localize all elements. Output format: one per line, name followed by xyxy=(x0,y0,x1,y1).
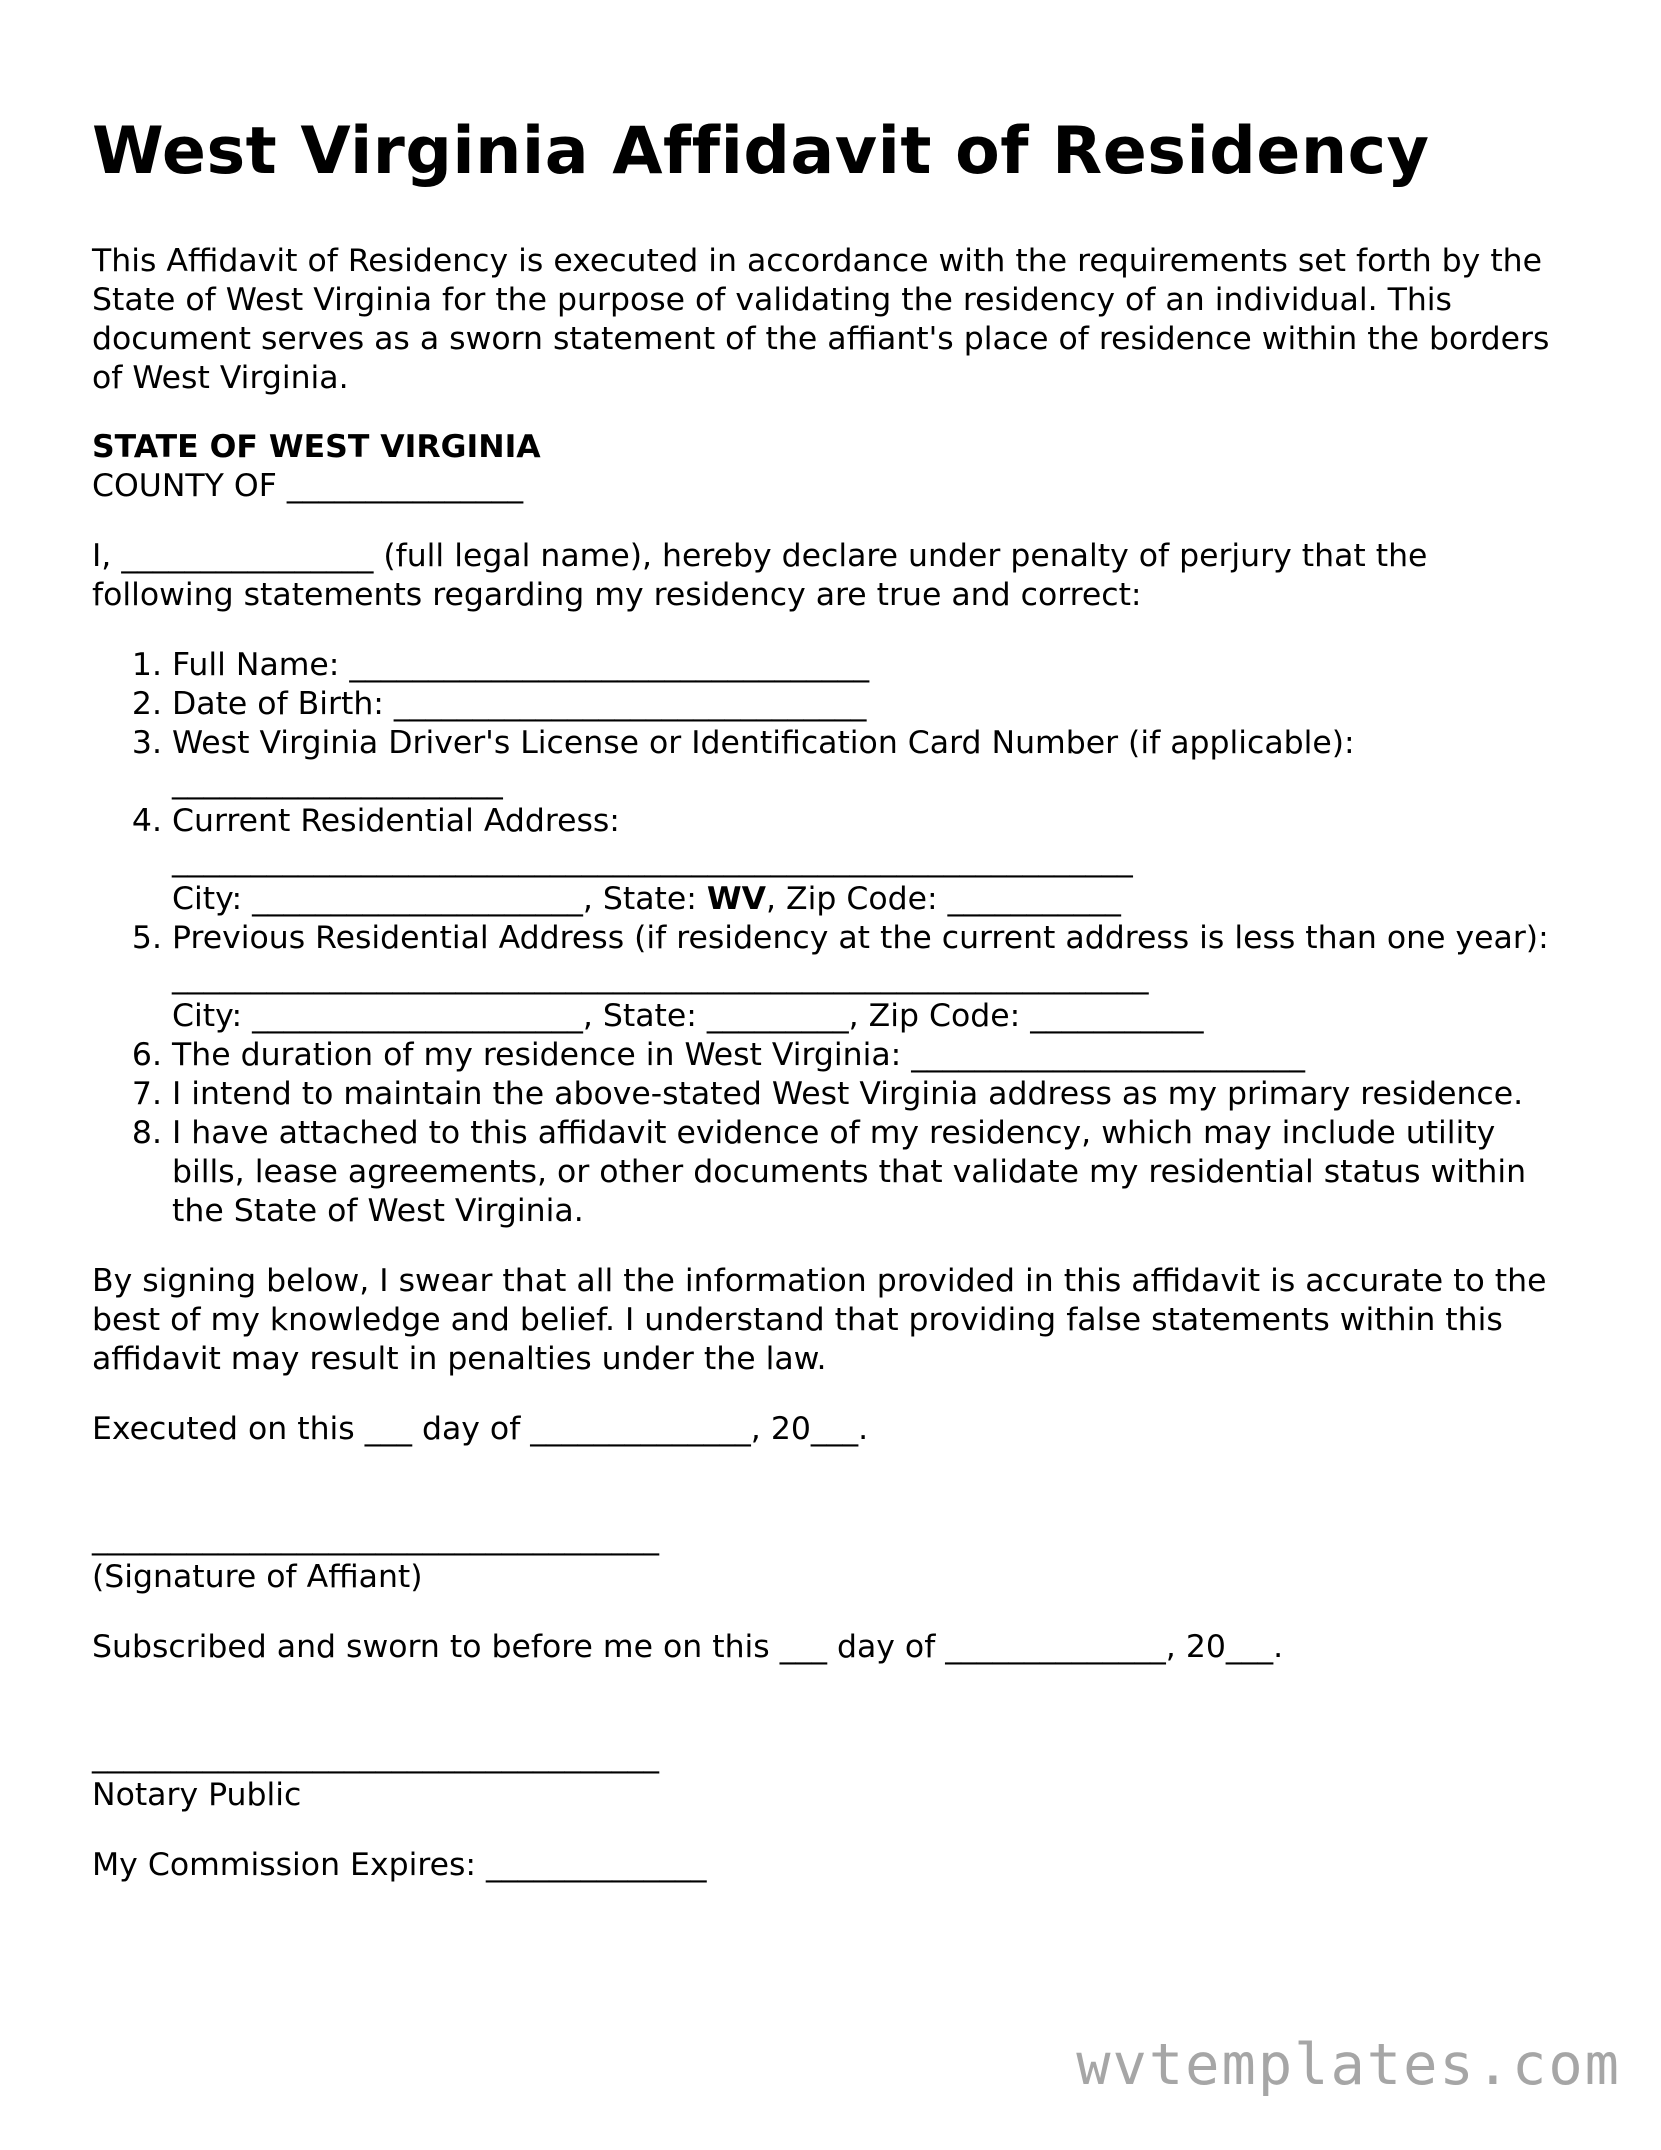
declaration-paragraph: I, ________________ (full legal name), hereby declare under penalty of perjury that the following statements regarding my residency are true and correct: xyxy=(92,538,1428,613)
signature-caption: (Signature of Affiant) xyxy=(92,1559,423,1595)
list-item xyxy=(172,919,1572,1036)
signature-line: ____________________________________ xyxy=(92,1520,659,1556)
current-zip-suffix: , Zip Code: ___________ xyxy=(765,881,1121,917)
state-wv: WV xyxy=(706,881,766,917)
item-full-name: Full Name: _________________________________ xyxy=(172,647,870,683)
current-city-prefix: City: _____________________, State: xyxy=(172,881,707,917)
list-item xyxy=(172,1075,1572,1114)
item-duration: The duration of my residence in West Virginia: _________________________ xyxy=(172,1037,1306,1073)
spacer xyxy=(92,1698,1572,1737)
document-title: West Virginia Affidavit of Residency xyxy=(92,114,1430,189)
spacer xyxy=(92,1480,1572,1519)
list-item xyxy=(172,1036,1572,1075)
list-item xyxy=(172,802,1572,919)
executed-line: Executed on this ___ day of ______________, 20___. xyxy=(92,1411,869,1447)
item-license-number: West Virginia Driver's License or Identification Card Number (if applicable): xyxy=(172,725,1355,761)
notary-signature-line: ____________________________________ xyxy=(92,1738,659,1774)
notary-caption: Notary Public xyxy=(92,1777,302,1813)
item-evidence: I have attached to this affidavit evidence of my residency, which may include utility bills, lease agreements, or other documents that validate my residential status within the State of West Virginia. xyxy=(172,1115,1527,1229)
closing-paragraph: By signing below, I swear that all the information provided in this affidavit is accurate to the best of my knowledge and belief. I understand that providing false statements within this affidavit may result in penalties under the law. xyxy=(92,1263,1547,1377)
affidavit-page xyxy=(92,112,1572,1885)
current-address-blank: _____________________________________________________________ xyxy=(172,842,1133,878)
commission-line: My Commission Expires: ______________ xyxy=(92,1847,707,1883)
list-item xyxy=(172,685,1572,724)
item-date-of-birth: Date of Birth: ______________________________ xyxy=(172,686,867,722)
list-item xyxy=(172,724,1572,802)
statements-list xyxy=(92,646,1572,1231)
list-item xyxy=(172,1114,1572,1231)
item-intent: I intend to maintain the above-stated West Virginia address as my primary residence. xyxy=(172,1076,1524,1112)
watermark: wvtemplates.com xyxy=(1076,2032,1621,2098)
list-item xyxy=(172,646,1572,685)
state-heading: STATE OF WEST VIRGINIA xyxy=(92,429,541,465)
item-previous-address: Previous Residential Address (if residency at the current address is less than one year): ______________________________________________________________ xyxy=(172,920,1549,995)
item-current-address: Current Residential Address: xyxy=(172,803,620,839)
previous-city-state-zip: City: _____________________, State: _________, Zip Code: ___________ xyxy=(172,998,1204,1034)
current-city-state-zip xyxy=(172,880,1572,919)
intro-paragraph: This Affidavit of Residency is executed in accordance with the requirements set forth by the State of West Virginia for the purpose of validating the residency of an individual. This document serves as a sworn statement of the affiant's place of residence within the borders of West Virginia. xyxy=(92,243,1550,396)
license-number-blank: _____________________ xyxy=(172,764,503,800)
county-line: COUNTY OF _______________ xyxy=(92,468,524,504)
subscribed-line: Subscribed and sworn to before me on this ___ day of ______________, 20___. xyxy=(92,1629,1284,1665)
